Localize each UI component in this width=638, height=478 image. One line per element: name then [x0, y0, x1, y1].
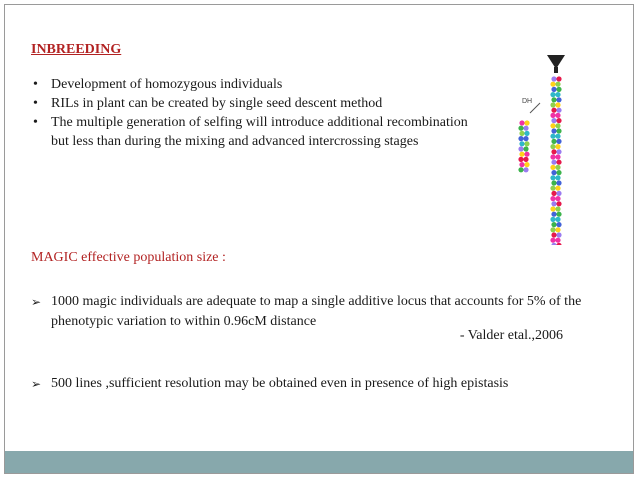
bullet-dot-icon: •	[33, 115, 38, 130]
chromosome-bead	[556, 160, 561, 165]
chromosome-bead	[555, 134, 560, 139]
bullet-dot-icon: •	[33, 77, 38, 92]
chromosome-bead	[556, 191, 561, 196]
chromosome-bead	[555, 238, 560, 243]
figure-label: DH	[522, 98, 533, 105]
chromosome-bead	[550, 144, 555, 149]
chromosome-bead	[551, 201, 556, 206]
chromosome-bead	[555, 92, 560, 97]
chromosome-bead	[555, 102, 560, 107]
chromosome-bead	[556, 170, 561, 175]
arrow-point-text: 1000 magic individuals are adequate to map a single additive locus that accounts for 5% of the phenotypic variation to within 0.96cM distance	[51, 294, 582, 329]
chromosome-bead	[550, 82, 555, 87]
bullet-item	[31, 113, 471, 151]
chromosome-bead	[551, 149, 556, 154]
chromosome-bead	[524, 131, 529, 136]
chromosome-bead	[523, 136, 528, 141]
chromosome-bead	[551, 108, 556, 113]
chromosome-bead	[556, 232, 561, 237]
chromosome-bead	[556, 201, 561, 206]
chromosome-bead	[524, 152, 529, 157]
chromosome-bead	[551, 222, 556, 227]
chromosome-bead	[550, 154, 555, 159]
chromosome-bead	[524, 162, 529, 167]
chromosome-bead	[523, 146, 528, 151]
slide-title: INBREEDING	[31, 42, 122, 57]
chromosome-bead	[518, 146, 523, 151]
chromosome-bead	[551, 232, 556, 237]
chromosome-bead	[556, 243, 561, 245]
chromosome-bead	[523, 167, 528, 172]
chromosome-bead	[518, 167, 523, 172]
chromosome-bead	[555, 217, 560, 222]
chromosome-bead	[551, 191, 556, 196]
chromosome-bead	[550, 113, 555, 118]
chromosome-bead	[519, 120, 524, 125]
arrow-point-text: 500 lines ,sufficient resolution may be obtained even in presence of high epistasis	[51, 376, 509, 391]
chromosome-bead	[555, 82, 560, 87]
chromosome-bead	[519, 152, 524, 157]
chromosome-bead	[551, 128, 556, 133]
chromosome-bead	[556, 139, 561, 144]
bullet-text: The multiple generation of selfing will introduce additional recombination but less than during the mixing and advanced intercrossing stages	[51, 115, 468, 149]
chromosome-bead	[555, 144, 560, 149]
chromosome-bead	[551, 87, 556, 92]
chromosome-bead	[550, 102, 555, 107]
chromosome-bead	[550, 186, 555, 191]
chromosome-bead	[550, 165, 555, 170]
chromosome-bead	[523, 157, 528, 162]
section-subtitle: MAGIC effective population size :	[31, 250, 226, 265]
arrow-bullet-icon: ➢	[31, 377, 42, 391]
chromosome-bead	[555, 175, 560, 180]
arrow-point-item	[31, 374, 611, 394]
chromosome-bead	[555, 206, 560, 211]
chromosome-bead	[550, 238, 555, 243]
chromosome-bead	[550, 206, 555, 211]
chromosome-bead	[556, 118, 561, 123]
chromosome-bead	[524, 120, 529, 125]
chromosome-bead	[550, 227, 555, 232]
chromosome-bead	[556, 149, 561, 154]
chromosome-bead	[519, 131, 524, 136]
chromosome-bead	[555, 165, 560, 170]
chromosome-bead	[550, 123, 555, 128]
chromosome-bead	[556, 108, 561, 113]
footer-bar	[5, 451, 633, 473]
chromosome-bead	[555, 227, 560, 232]
arrow-point-item	[31, 292, 611, 332]
chromosome-bead	[551, 118, 556, 123]
chromosome-bead	[518, 136, 523, 141]
bullet-text: RILs in plant can be created by single seed descent method	[51, 96, 383, 111]
bullet-list	[31, 75, 471, 151]
chromosome-bead	[550, 92, 555, 97]
chromosome-bead	[551, 76, 556, 81]
chromosome-bead	[551, 170, 556, 175]
chromosome-bead	[523, 126, 528, 131]
chromosome-bead	[519, 141, 524, 146]
chromosome-bead	[519, 162, 524, 167]
chromosome-bead	[555, 123, 560, 128]
chromosome-bead	[556, 222, 561, 227]
citation: - Valder etal.,2006	[459, 328, 563, 343]
slide	[4, 4, 634, 474]
chromosome-bead	[556, 87, 561, 92]
chromosome-bead	[551, 212, 556, 217]
bullet-item	[31, 75, 471, 94]
chromosome-bead	[556, 97, 561, 102]
chromosome-bead	[555, 154, 560, 159]
chromosome-bead	[518, 126, 523, 131]
chromosome-bead	[551, 139, 556, 144]
chromosome-bead	[556, 180, 561, 185]
arrow-bullet-icon: ➢	[31, 295, 42, 309]
chromosome-bead	[550, 196, 555, 201]
chromosome-bead	[550, 175, 555, 180]
chromosome-bead	[551, 160, 556, 165]
chromosome-figure	[500, 45, 590, 245]
chromosome-bead	[556, 76, 561, 81]
bullet-dot-icon: •	[33, 96, 38, 111]
chromosome-bead	[556, 128, 561, 133]
chromosome-bead	[551, 180, 556, 185]
chromosome-bead	[556, 212, 561, 217]
chromosome-bead	[550, 217, 555, 222]
chromosome-bead	[518, 157, 523, 162]
chromosome-bead	[555, 196, 560, 201]
chromosome-bead	[550, 134, 555, 139]
chromosome-bead	[555, 186, 560, 191]
chromosome-bead	[524, 141, 529, 146]
chromosome-bead	[551, 243, 556, 245]
chromosome-bead	[555, 113, 560, 118]
bullet-item	[31, 94, 471, 113]
bullet-text: Development of homozygous individuals	[51, 77, 283, 92]
chromosome-bead	[551, 97, 556, 102]
chromosome-diagram-icon	[500, 45, 590, 245]
